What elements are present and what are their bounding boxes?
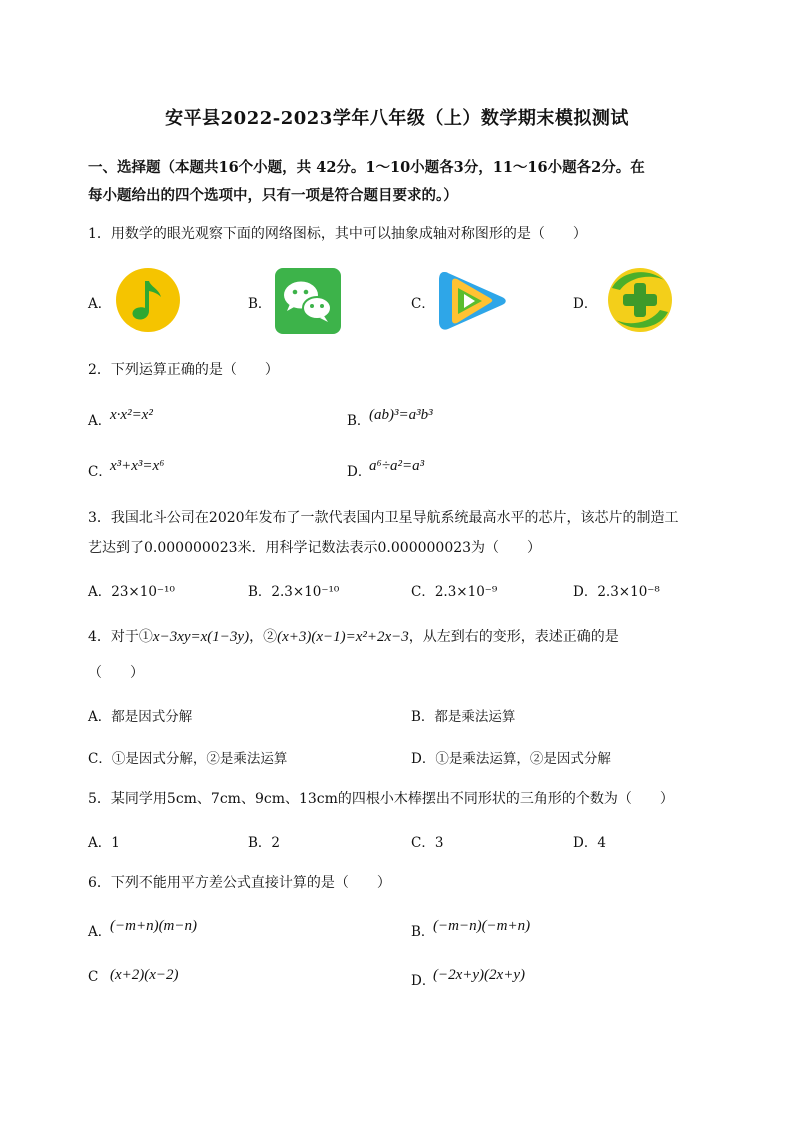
q4-stem-suffix: ，从左到右的变形，表述正确的是 [408, 629, 619, 645]
q5-option-b: B．2 [248, 835, 281, 851]
q3-option-d: D．2.3×10⁻⁸ [573, 584, 660, 600]
q6-option-a-label: A． [88, 924, 112, 940]
q5-option-d: D．4 [573, 835, 606, 851]
q4-option-a: A．都是因式分解 [88, 709, 193, 725]
q1-option-a-label: A． [88, 296, 112, 312]
question-6-stem: 6．下列不能用平方差公式直接计算的是（ ） [88, 875, 391, 891]
question-2-stem: 2．下列运算正确的是（ ） [88, 362, 279, 378]
qq-music-icon [115, 267, 181, 333]
question-4-stem-line1 [88, 626, 619, 646]
q6-option-b-label: B． [411, 924, 435, 940]
q4-separator: ，② [249, 629, 278, 645]
section-heading-line1: 一、选择题（本题共16个小题，共 42分。1～10小题各3分，11～16小题各2分。在 [88, 159, 645, 176]
question-3-stem-line1: 3．我国北斗公司在2020年发布了一款代表国内卫星导航系统最高水平的芯片，该芯片的制造工 [88, 510, 679, 526]
q5-option-a: A．1 [88, 835, 120, 851]
q4-stem-prefix: 4．对于① [88, 629, 153, 645]
tencent-video-icon [438, 268, 508, 334]
question-3-stem-line2: 艺达到了0.000000023米．用科学记数法表示0.000000023为（ ） [88, 540, 542, 556]
q2-option-b-label: B． [347, 413, 371, 429]
q6-option-c-label: C [88, 969, 99, 985]
section-heading-line2: 每小题给出的四个选项中，只有一项是符合题目要求的。） [88, 187, 458, 204]
q4-expression-1: x−3xy=x(1−3y) [152, 629, 250, 645]
q1-option-c-label: C． [411, 296, 435, 312]
q3-option-a: A．23×10⁻¹⁰ [88, 584, 175, 600]
q2-option-d-label: D． [347, 464, 372, 480]
q5-option-c: C．3 [411, 835, 444, 851]
q6-option-a: (−m+n)(m−n) [110, 918, 198, 934]
wechat-icon [275, 268, 341, 334]
q2-option-c-label: C． [88, 464, 112, 480]
360-security-icon [606, 266, 674, 334]
question-4-stem-line2: （ ） [88, 665, 144, 681]
question-1-stem: 1．用数学的眼光观察下面的网络图标，其中可以抽象成轴对称图形的是（ ） [88, 226, 587, 242]
question-5-stem: 5．某同学用5cm、7cm、9cm、13cm的四根小木棒摆出不同形状的三角形的个数为（ ） [88, 791, 674, 807]
q3-option-c: C．2.3×10⁻⁹ [411, 584, 498, 600]
q2-option-b: (ab)³=a³b³ [369, 407, 433, 423]
q2-option-d: a⁶÷a²=a³ [369, 458, 425, 474]
q4-option-d: D．①是乘法运算，②是因式分解 [411, 751, 611, 767]
q6-option-b: (−m−n)(−m+n) [433, 918, 531, 934]
q4-expression-2: (x+3)(x−1)=x²+2x−3 [277, 629, 409, 645]
q3-option-b: B．2.3×10⁻¹⁰ [248, 584, 340, 600]
q1-option-b-label: B． [248, 296, 272, 312]
q2-option-a: x·x²=x² [110, 407, 153, 423]
q4-option-c: C．①是因式分解，②是乘法运算 [88, 751, 288, 767]
q4-option-b: B．都是乘法运算 [411, 709, 516, 725]
page-title: 安平县2022-2023学年八年级（上）数学期末模拟测试 [165, 108, 629, 129]
q1-option-d-label: D． [573, 296, 598, 312]
q6-option-c: (x+2)(x−2) [110, 967, 179, 983]
q2-option-a-label: A． [88, 413, 112, 429]
q2-option-c: x³+x³=x⁶ [110, 458, 165, 474]
q6-option-d: (−2x+y)(2x+y) [433, 967, 525, 983]
q6-option-d-label: D． [411, 973, 436, 989]
